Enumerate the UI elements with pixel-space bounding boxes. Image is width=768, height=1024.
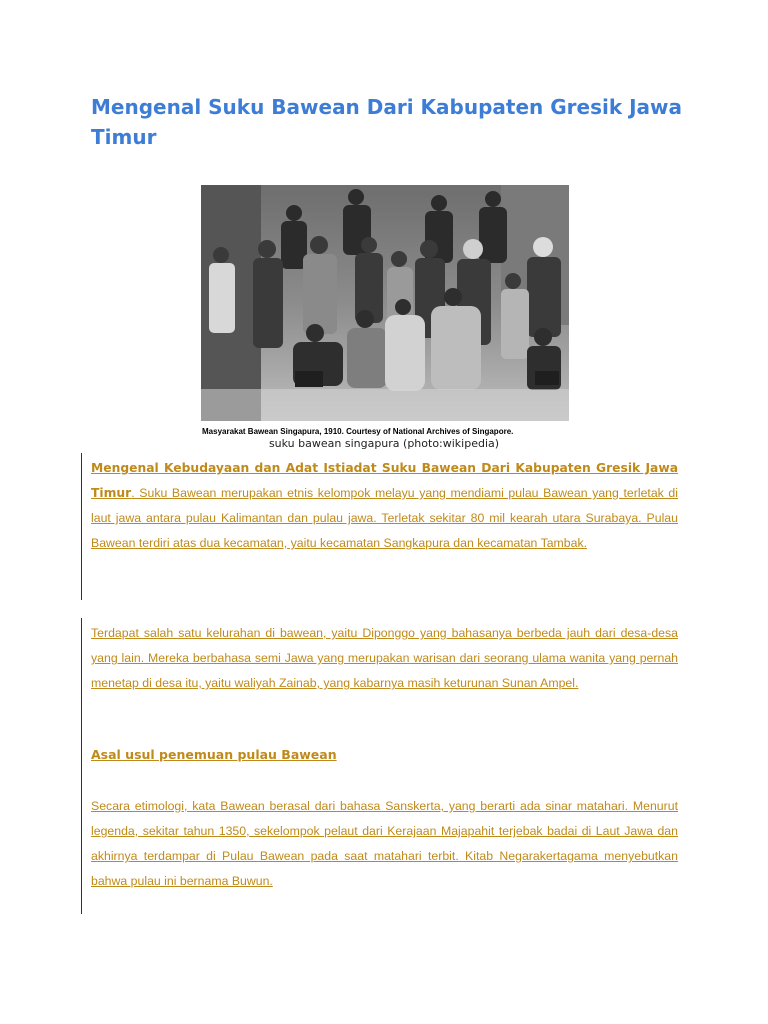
left-border-rule [81,453,82,600]
intro-text[interactable]: . Suku Bawean merupakan etnis kelompok melayu yang mendiami pulau Bawean yang terletak di laut jawa antara pulau Kalimantan dan pulau jawa. Terletak sekitar 80 mil kearah utara Surabaya. Pulau Bawean terdiri atas dua kecamatan, yaitu kecamatan Sangkapura dan kecamatan Tambak. [91,486,678,550]
diponggo-paragraph[interactable]: Terdapat salah satu kelurahan di bawean, yaitu Diponggo yang bahasanya berbeda jauh dari desa-desa yang lain. Mereka berbahasa semi Jawa yang merupakan warisan dari seorang ulama wanita yang pernah menetap di desa itu, yaitu waliyah Zainab, yang kabarnya masih keturunan Sunan Ampel. [91,626,678,690]
etymology-paragraph[interactable]: Secara etimologi, kata Bawean berasal dari bahasa Sanskerta, yang berarti ada sinar matahari. Menurut legenda, sekitar tahun 1350, sekelompok pelaut dari Kerajaan Majapahit terjebak badai di Laut Jawa dan akhirnya terdampar di Pulau Bawean pada saat matahari terbit. Kitab Negarakertagama menyebutkan bahwa pulau ini bernama Buwun. [91,799,678,888]
photo-credit: Masyarakat Bawean Singapura, 1910. Courtesy of National Archives of Singapore. [202,427,514,436]
photo-caption: suku bawean singapura (photo:wikipedia) [268,437,500,450]
left-border-rule [81,618,82,914]
intro-paragraph[interactable] [91,456,678,556]
article-title: Mengenal Suku Bawean Dari Kabupaten Gresik Jawa Timur [91,95,683,149]
historical-group-photo [201,185,569,437]
intro-lead-link[interactable]: Mengenal Kebudayaan dan Adat Istiadat Suku Bawean Dari Kabupaten Gresik Jawa Timur [91,461,678,500]
section-heading[interactable]: Asal usul penemuan pulau Bawean [91,747,337,762]
